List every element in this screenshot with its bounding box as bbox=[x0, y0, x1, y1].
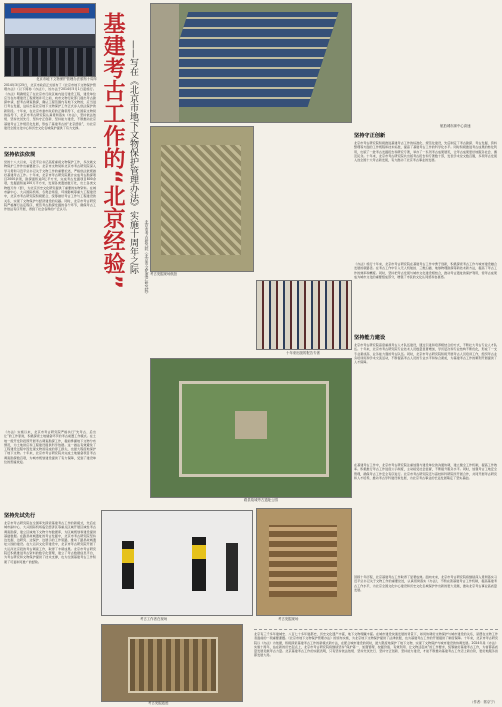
author-note: （作者：郭京宁） bbox=[470, 700, 498, 704]
solar-panel-grid bbox=[158, 12, 339, 107]
section-4-paragraph: 北京市考古研究院高度重视考古人才队伍建设，通过引进和培养相结合的方式，不断壮大考古专业人才队伍。十年来，北京市考古研究院专业技术人员数量显著增加，学历层次和专业结构不断优化，形成了一支专业素质高、业务能力强的考古队伍。同时，北京市考古研究院积极开展考古人员培训工作，组织考古业务培训班和学术交流活动，不断提高考古人员的专业水平和综合素质，为基建考古工作的顺利开展提供了人才保障。 bbox=[354, 343, 497, 365]
kiln-structure bbox=[128, 637, 218, 693]
byline: 北京市考古研究院（北京市文化遗产研究院） bbox=[145, 220, 150, 296]
kiln-caption: 考古发掘遗迹 bbox=[148, 701, 169, 705]
section-heading-2: 坚持先试先行 bbox=[4, 513, 36, 519]
meeting-audience bbox=[5, 48, 95, 76]
books-photo bbox=[256, 280, 352, 350]
park-center bbox=[235, 411, 267, 439]
solar-caption: 航拍城市副中心高速 bbox=[440, 124, 471, 128]
worker-1-vest bbox=[122, 549, 134, 563]
trench-outline bbox=[161, 145, 241, 255]
section-1-paragraph-2: 《办法》实施以来，北京市考古研究院严格执行“先考古、后出让”的工作原则，积极探索土地储备环节的考古前置工作模式。在土地一级开发阶段即开展考古调查勘探工作，提前掌握地下文物分布情况，为土地供应和工程建设提供科学依据。这一做法有效避免了工程建设过程中因发现文物而造成的停工损失，也最大程度地保护了地下文物。十年来，北京市考古研究院共完成土地储备项目考古调查勘探数百项，为城市规划建设提供了有力保障，受到了建设单位的普遍欢迎。 bbox=[4, 430, 96, 465]
section-heading-3: 坚持守正创新 bbox=[354, 133, 386, 139]
section-2-paragraph: 北京市考古研究院在全国率先探索基建考古工作的新模式，先后在城市副中心、大兴国际机场临空经济区等重点区域开展区域性考古调查勘探，建立区域地下文物分布数据库，为区域规划和建设提供基础数据。在路县故城遗址的考古发掘中，北京市考古研究院坚持边发掘、边研究、边保护、边展示的工作思路，推动了路县故城遗址公园的建设。在大运河文化带建设中，北京市考古研究院开展了大运河北京段的考古调查工作，取得了丰硕成果。北京市考古研究院还积极推进考古资料的数字化管理，建立了考古数据信息平台，为考古研究和文物保护提供了技术支撑，也为全国基建考古工作积累了可复制可推广的经验。 bbox=[4, 521, 96, 564]
bottom-paragraph: 北京有三千多年建城史、八百七十多年建都史，历史文化遗产丰富，地下文物埋藏丰富。在城市建设快速发展的背景下，如何协调好文物保护与城市建设的关系，是摆在文物工作者面前的一项重要课题。《北京市地下文物保护管理办法》的颁布实施，为北京地下文物保护提供了法律依据，也为基建考古工作的开展提供了制度保障。十年来，北京市考古研究院以《办法》为依据，积极探索基建考古工作的新模式新方法，在配合城市建设的同时，最大限度地保护了地下文物，实现了文物保护与城市建设的协调发展。2024年是《办法》实施十周年，站在新的历史起点上，北京市考古研究院将继续坚持“保护第一、加强管理、挖掘价值、有效利用、让文物活起来”的工作要求，统筹做好基建考古工作，为首都高质量发展贡献考古力量。北京基建考古工作的实践表明，只有坚持依法依规、坚持先试先行、坚持守正创新、坚持能力建设，才能不断推动基建考古工作迈上新台阶，更好地服务首都发展大局。 bbox=[254, 632, 498, 658]
kiln-photo bbox=[101, 624, 243, 702]
workers-photo bbox=[101, 510, 253, 616]
section-3-paragraph-2: 《办法》施行十年来，北京市考古研究院在基建考古工作中勇于创新，积极探索考古工作与城市建设融合发展的新路径。在考古工作中引入无人机航拍、三维扫描、地球物理勘探等新技术新方法，提高了考古工作的效率和精度。同时，坚持把考古发现与城市文化建设相结合，推动考古遗址的保护利用，使考古成果成为城市文化的重要组成部分，增强了市民的文化认同感和自豪感。 bbox=[354, 262, 497, 279]
main-title: 基建考古工作的“北京经验” bbox=[100, 12, 125, 290]
section-4-paragraph-3: 回顾十年历程，北京基建考古工作取得了显著成效。面向未来，北京市考古研究院将继续深入贯彻落实习近平总书记关于文物工作的重要论述，认真贯彻落实《办法》，不断完善基建考古工作机制，提高基建考古工作水平，为北京全国文化中心建设和历史文化名城保护作出新的更大贡献，推动北京考古事业高质量发展。 bbox=[354, 575, 497, 592]
divider bbox=[4, 147, 96, 148]
excavation-caption: 考古发掘现场 bbox=[278, 617, 299, 621]
excavation-pit bbox=[269, 525, 337, 597]
books-caption: 十年来出版的报告专著 bbox=[286, 351, 320, 355]
park-caption: 路县故城考古遗址公园 bbox=[244, 498, 278, 502]
workers-caption: 考古工作者在现场 bbox=[140, 617, 168, 621]
park-aerial-photo bbox=[150, 358, 352, 498]
meeting-photo-caption: 北京市地下文物保护管理办法颁布十周年 bbox=[36, 77, 98, 81]
worker-2-vest bbox=[192, 545, 206, 559]
section-1-paragraph: 党的十八大以来，习近平总书记高度重视文物保护工作，多次就文物保护工作作出重要批示。北京市文物局和北京市考古研究院深入学习贯彻习近平总书记关于文物工作的重要论述，严格依法依规做好基建考古工作。十年来，北京市考古研究院累计完成考古勘探项目2000余项，勘探面积逾3亿平方米，完成考古发掘项目800余项，发掘面积逾100万平方米，发现各类遗迹数万处，出土各类文物数万件（套），为北京历史文化研究提供了重要的实物资料。在城市副中心、大兴国际机场、冬奥会场馆、环球影城等重大工程建设中，北京市考古研究院积极配合，统筹做好考古工作与工程建设的关系，实现了文物保护与经济建设的双赢。同时，北京市考古研究院严格履行法定程序，规范考古勘探发掘的各个环节，确保考古工作依法有序开展，得到了社会各界的广泛认可。 bbox=[4, 160, 96, 212]
subtitle: ——写在《北京市地下文物保护管理办法》实施十周年之际 bbox=[128, 40, 138, 274]
worker-3 bbox=[226, 543, 238, 591]
intro-paragraph: 2014年3月25日，北京市政府正式颁布了《北京市地下文物保护管理办法》（以下简称《办法》），该办法于2014年5月1日起施行。《办法》明确规定了在北京市行政区域内进行建设工程，建设单位应当在办理建设工程规划许可之前，向市文物行政部门提出考古勘探申请，经考古调查勘探，确认工程范围内有地下文物的，应当进行考古发掘，这标志着北京地下文物保护工作正式步入依法保护的新阶段。十年来，在北京市委市政府的正确领导下，在国家文物局的指导下，北京市考古研究院认真贯彻落实《办法》，坚持依法依规、坚持先试先行、坚持守正创新、坚持能力建设，不断推动北京基建考古工作规范化发展，形成了基建考古的“北京经验”，为北京建设全国文化中心和历史文化名城保护提供了有力支撑。 bbox=[4, 83, 96, 130]
meeting-photo bbox=[4, 3, 96, 77]
bottom-divider bbox=[254, 629, 498, 630]
section-heading-1: 坚持依法依规 bbox=[4, 152, 36, 158]
site-aerial-caption: 考古发掘现场航拍 bbox=[150, 272, 178, 276]
meeting-banner bbox=[11, 8, 89, 13]
section-heading-4: 坚持能力建设 bbox=[354, 335, 386, 341]
section-4-paragraph-2: 在基建考古工作中，北京市考古研究院注重加强与建设单位的沟通协调，建立健全工作机制，提高工作效率。积极推行考古工作进度公示制度，主动接受社会监督，不断提升服务水平。同时，加强考古工地安全管理，确保考古工作安全有序进行。北京市考古研究院还与高校和科研院所开展合作，共同开展考古研究和人才培养，推动考古学科建设和发展，为北京考古事业的长远发展奠定了坚实基础。 bbox=[354, 463, 497, 480]
excavation-photo bbox=[256, 508, 352, 616]
section-3-paragraph: 北京市考古研究院积极推进基建考古工作的标准化、规范化建设，先后制定了考古勘探、考古发掘、资料整理等方面的工作规程和技术标准，提高了基建考古工作的科学化水平。同时积极推进考古成果的转化利用，出版了一批考古发掘报告和研究专著，举办了一系列考古成果展览，让考古成果更好地服务社会、惠及民众。十年来，北京市考古研究院共出版考古报告和专著数十部，发表学术论文数百篇，多项考古发现入选全国十大考古新发现，有力推动了北京考古事业的发展。 bbox=[354, 141, 497, 163]
site-aerial-photo bbox=[150, 126, 254, 272]
road-strip bbox=[151, 4, 179, 122]
solar-aerial-photo bbox=[150, 3, 352, 123]
